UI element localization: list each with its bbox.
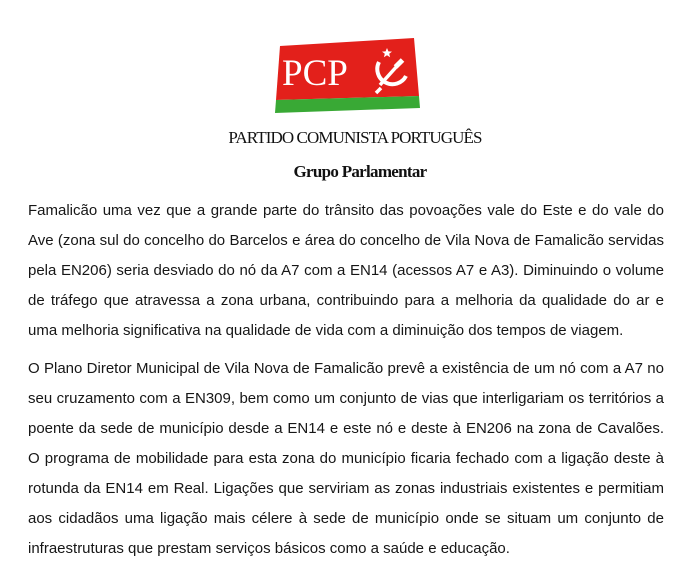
party-name: PARTIDO COMUNISTA PORTUGUÊS <box>228 128 482 147</box>
document-body <box>28 196 664 572</box>
group-name: Grupo Parlamentar <box>293 162 427 181</box>
pcp-logo <box>272 38 422 114</box>
paragraph: O Plano Diretor Municipal de Vila Nova de Famalicão prevê a existência de um nó com a A7 no seu cruzamento com a EN309, bem como um conjunto de vias que interligariam os territórios a poente da sede de município desde a EN14 e este nó e deste à EN206 na zona de Cavalões. O programa de mobilidade para esta zona do município ficaria fechado com a ligação deste à rotunda da EN14 em Real. Ligações que serviriam as zonas industriais existentes e permitiam aos cidadãos uma ligação mais célere à sede de município onde se situam um conjunto de infraestruturas que prestam serviços básicos como a saúde e educação. <box>28 360 664 557</box>
paragraph: Famalicão uma vez que a grande parte do trânsito das povoações vale do Este e do vale do Ave (zona sul do concelho do Barcelos e área do concelho de Vila Nova de Famalicão servidas pela EN206) seria desviado do nó da A7 com a EN14 (acessos A7 e A3). Diminuindo o volume de tráfego que atravessa a zona urbana, contribuindo para a melhoria da qualidade do ar e uma melhoria significativa na qualidade de vida com a diminuição dos tempos de viagem. <box>28 202 664 339</box>
logo-text: PCP <box>282 53 348 94</box>
